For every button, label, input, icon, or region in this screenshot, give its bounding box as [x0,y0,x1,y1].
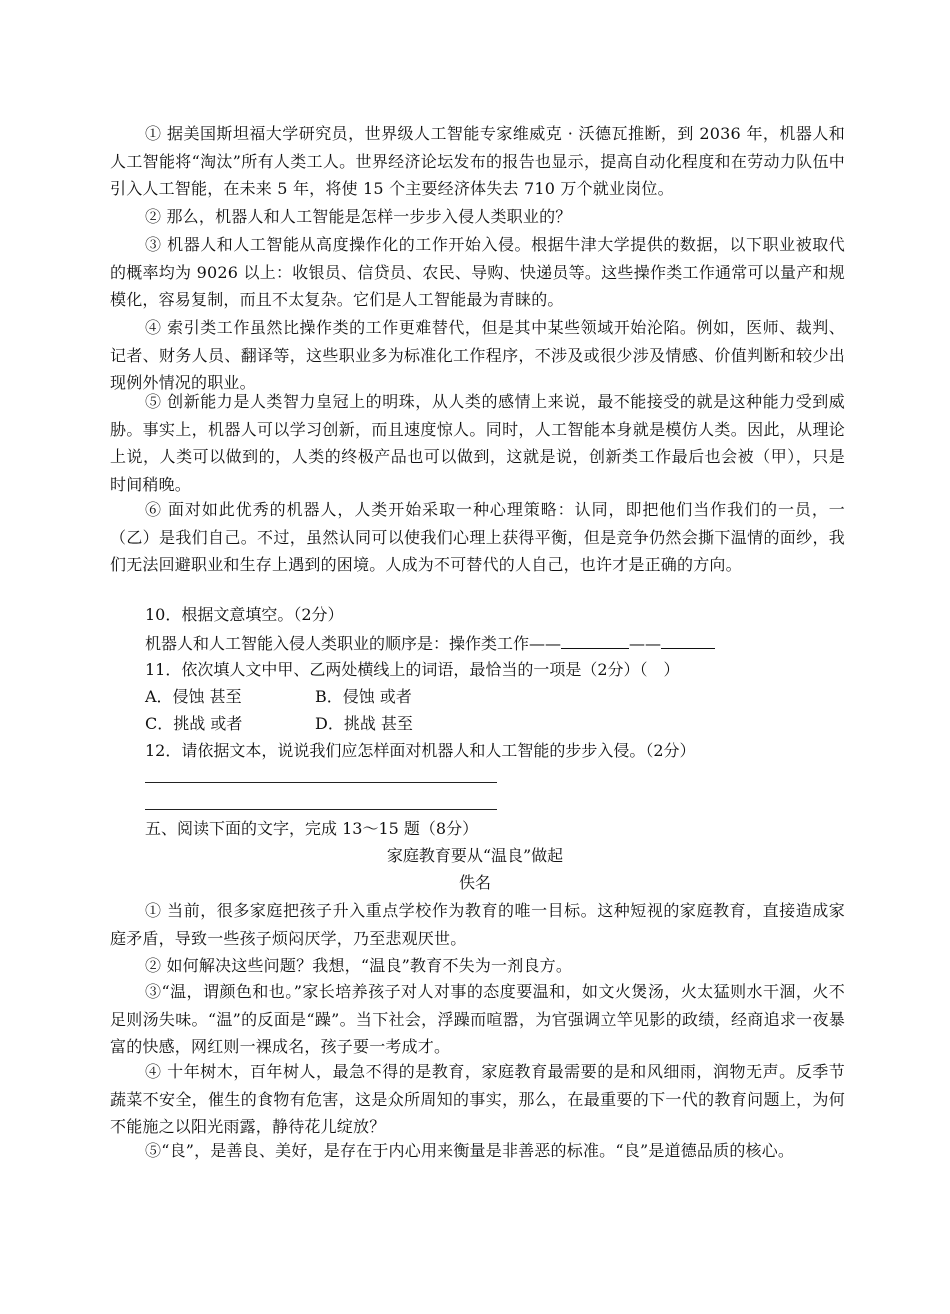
section5-paragraph-1: ① 当前，很多家庭把孩子升入重点学校作为教育的唯一目标。这种短视的家庭教育，直接造成家庭矛盾，导致一些孩子烦闷厌学，乃至悲观厌世。 [110,901,845,948]
passage1-paragraph-2: ② 那么，机器人和人工智能是怎样一步步入侵人类职业的？ [145,207,572,226]
question-11: 11．依次填人文中甲、乙两处横线上的词语，最恰当的一项是（2分）（ ） [145,660,680,679]
answer-line-2[interactable] [145,809,497,810]
passage1-paragraph-1: ① 据美国斯坦福大学研究员，世界级人工智能专家维威克 · 沃德瓦推断，到 2036 年，机器人和人工智能将“淘汰”所有人类工人。世界经济论坛发布的报告也显示，提高自动化程度和在劳动力队伍中引入人工智能，在未来 5 年，将使 15 个主要经济体失去 710 万个就业岗位。 [110,124,845,198]
passage1-paragraph-5: ⑤ 创新能力是人类智力皇冠上的明珠，从人类的感情上来说，最不能接受的就是这种能力受到威胁。事实上，机器人可以学习创新，而且速度惊人。同时，人工智能本身就是模仿人类。因此，从理论上说，人类可以做到的，人类的终极产品也可以做到，这就是说，创新类工作最后也会被（甲），只是时间稍晚。 [110,392,845,494]
section5-paragraph-5: ⑤“良”，是善良、美好，是存在于内心用来衡量是非善恶的标准。“良”是道德品质的核心。 [145,1141,795,1160]
answer-blank-2[interactable] [661,630,715,649]
answer-blank-1[interactable] [561,630,629,649]
question-10-prefix: 机器人和人工智能入侵人类职业的顺序是：操作类工作—— [145,634,562,653]
article-author: 佚名 [458,873,491,892]
option-d[interactable]: D．挑战 甚至 [315,714,413,733]
passage1-paragraph-4: ④ 索引类工作虽然比操作类的工作更难替代，但是其中某些领域开始沦陷。例如，医师、裁判、记者、财务人员、翻译等，这些职业多为标准化工作程序，不涉及或很少涉及情感、价值判断和较少出现例外情况的职业。 [110,318,845,392]
section5-heading: 五、阅读下面的文字，完成 13～15 题（8分） [145,819,479,838]
answer-line-1[interactable] [145,782,497,783]
article-title: 家庭教育要从“温良”做起 [386,846,564,865]
question-10-dash: —— [629,634,662,653]
question-10: 10．根据文意填空。（2分） [145,605,344,624]
question-12: 12．请依据文本，说说我们应怎样面对机器人和人工智能的步步入侵。（2分） [145,741,696,760]
passage1-paragraph-3: ③ 机器人和人工智能从高度操作化的工作开始入侵。根据牛津大学提供的数据，以下职业被取代的概率均为 9026 以上：收银员、信贷员、农民、导购、快递员等。这些操作类工作通常可以量产和规模化，容易复制，而且不太复杂。它们是人工智能最为青睐的。 [110,235,845,309]
section5-paragraph-3: ③“温，谓颜色和也。”家长培养孩子对人对事的态度要温和，如文火煲汤，火太猛则水干涸，火不足则汤失味。“温”的反面是“躁”。当下社会，浮躁而喧嚣，为官强调立竿见影的政绩，经商追求一夜暴富的快感，网红则一裸成名，孩子要一考成才。 [110,982,845,1056]
question-10-fill [145,630,715,657]
section5-paragraph-2: ② 如何解决这些问题？我想，“温良”教育不失为一剂良方。 [145,956,573,975]
option-c[interactable]: C．挑战 或者 [145,714,243,733]
section5-paragraph-4: ④ 十年树木，百年树人，最急不得的是教育，家庭教育最需要的是和风细雨，润物无声。反季节蔬菜不安全，催生的食物有危害，这是众所周知的事实，那么，在最重要的下一代的教育问题上，为何不能施之以阳光雨露，静待花儿绽放？ [110,1062,845,1136]
option-a[interactable]: A．侵蚀 甚至 [145,687,242,706]
passage1-paragraph-6: ⑥ 面对如此优秀的机器人，人类开始采取一种心理策略：认同，即把他们当作我们的一员，一（乙）是我们自己。不过，虽然认同可以使我们心理上获得平衡，但是竞争仍然会撕下温情的面纱，我们无法回避职业和生存上遇到的困境。人成为不可替代的人自己，也许才是正确的方向。 [110,500,845,574]
option-b[interactable]: B．侵蚀 或者 [315,687,412,706]
